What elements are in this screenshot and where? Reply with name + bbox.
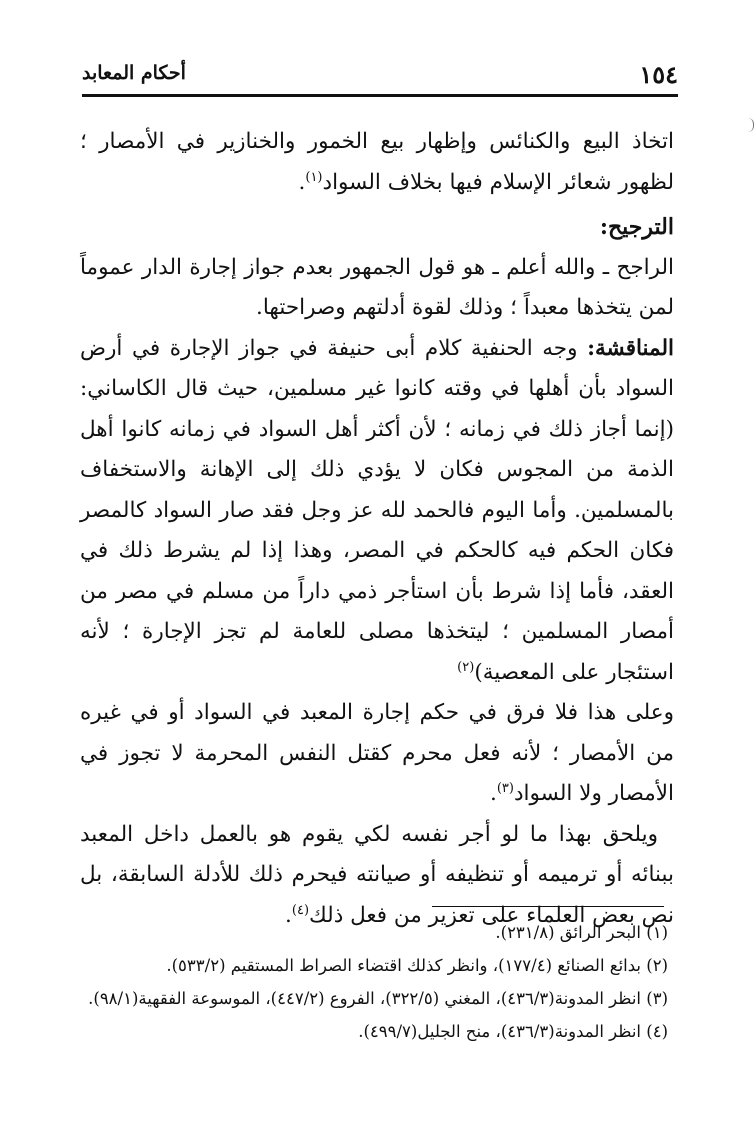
discussion-label: المناقشة: bbox=[587, 335, 674, 361]
footnote-3: (٣) انظر المدونة(٤٣٦/٣)، المغني (٣٢٢/٥)، الفروع (٤٤٧/٢)، الموسوعة الفقهية(٩٨/١). bbox=[88, 989, 668, 1008]
footnote-ref-4[interactable]: (٤) bbox=[291, 902, 310, 918]
paragraph-1: اتخاذ البيع والكنائس وإظهار بيع الخمور والخنازير في الأمصار ؛ لظهور شعائر الإسلام فيها بخلاف السواد$^{(١)}$. bbox=[80, 129, 674, 195]
paragraph-5: ويلحق بهذا ما لو أجر نفسه لكي يقوم هو بالعمل داخل المعبد ببنائه أو ترميمه أو تنظيفه أو صيانته فيحرم ذلك للأدلة السابقة، بل نص بعض العلماء على تعزير من فعل ذلك$^{(٤)}$. bbox=[80, 821, 674, 928]
footnote-2: (٢) بدائع الصنائع (١٧٧/٤)، وانظر كذلك اقتضاء الصراط المستقيم (٥٣٣/٢). bbox=[166, 956, 668, 975]
paragraph-3: المناقشة: وجه الحنفية كلام أبى حنيفة في جواز الإجارة في أرض السواد بأن أهلها في وقته كانوا غير مسلمين، حيث قال الكاساني: (إنما أجاز ذلك في زمانه ؛ لأن أكثر أهل السواد في زمانه كانوا أهل الذمة من المجوس فكان لا يؤدي ذلك إلى الإهانة والاستخفاف بالمسلمين. وأما اليوم فالحمد لله عز وجل فقد صار السواد كالمصر فكان الحكم فيه كالحكم في المصر، وهذا إذا لم يشرط ذلك في العقد، فأما إذا شرط بأن استأجر ذمي داراً من مسلم في مصر من أمصار المسلمين ؛ ليتخذها مصلى للعامة لم تجز الإجارة ؛ لأنه استئجار على المعصية)$^{(٢)}$ bbox=[80, 335, 674, 685]
page-number: ١٥٤ bbox=[639, 60, 678, 89]
footnote-ref-3[interactable]: (٣) bbox=[496, 780, 514, 796]
main-text bbox=[80, 122, 674, 936]
section-heading: الترجيح: bbox=[599, 214, 674, 240]
paragraph-4: وعلى هذا فلا فرق في حكم إجارة المعبد في السواد أو في غيره من الأمصار ؛ لأنه فعل محرم كقتل النفس المحرمة لا تجوز في الأمصار ولا السواد$^{(٣)}$. bbox=[80, 700, 674, 806]
footnotes bbox=[80, 916, 668, 1048]
footnote-ref-1[interactable]: (١) bbox=[305, 169, 323, 185]
page-header bbox=[82, 58, 678, 97]
running-title: أحكام المعابد bbox=[82, 62, 186, 84]
footnote-ref-2[interactable]: (٢) bbox=[457, 659, 475, 675]
footnote-4: (٤) انظر المدونة(٤٣٦/٣)، منح الجليل(٤٩٩/٧). bbox=[358, 1022, 668, 1041]
scan-edge-mark bbox=[747, 118, 754, 132]
footnote-separator bbox=[432, 906, 664, 907]
footnote-1: (١) البحر الرائق (٢٣١/٨). bbox=[495, 923, 668, 942]
paragraph-2: الراجح ـ والله أعلم ـ هو قول الجمهور بعدم جواز إجارة الدار عموماً لمن يتخذها معبداً ؛ وذلك لقوة أدلتهم وصراحتها. bbox=[80, 254, 674, 320]
